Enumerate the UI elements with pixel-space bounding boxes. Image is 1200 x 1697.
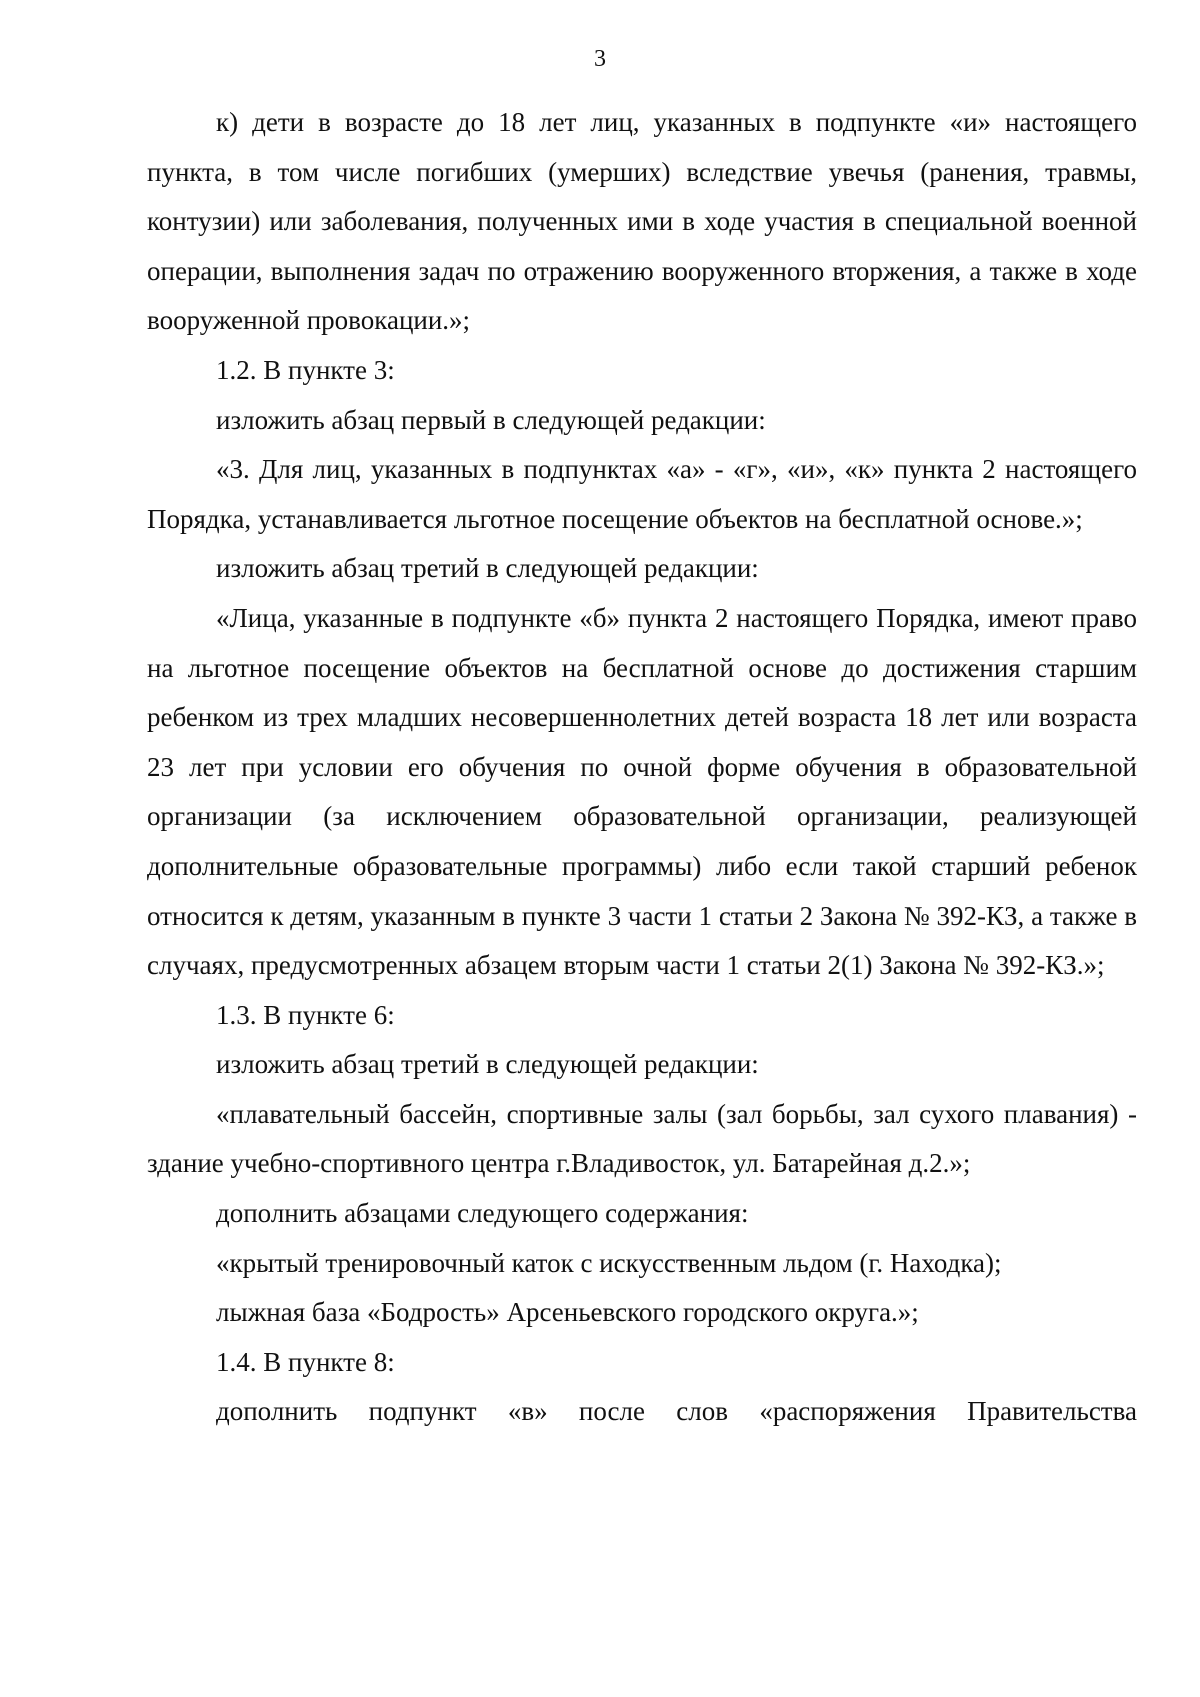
- paragraph-heading-1-2: 1.2. В пункте 3:: [216, 354, 395, 385]
- document-body: [147, 98, 1137, 1437]
- paragraph-heading-1-4: 1.4. В пункте 8:: [216, 1346, 395, 1377]
- page-number: 3: [594, 46, 606, 72]
- paragraph-ski-base: лыжная база «Бодрость» Арсеньевского городского округа.»;: [216, 1297, 919, 1328]
- paragraph-supplement-v: дополнить подпункт «в» после слов «распоряжения Правительства: [216, 1396, 1137, 1427]
- paragraph-clause-3: «3. Для лиц, указанных в подпунктах «а» - «г», «и», «к» пункта 2 настоящего Порядка, устанавливается льготное посещение объектов на бесплатной основе.»;: [147, 454, 1137, 534]
- paragraph-instruction-third: изложить абзац третий в следующей редакции:: [216, 553, 759, 584]
- paragraph-instruction-third-2: изложить абзац третий в следующей редакции:: [216, 1049, 759, 1080]
- paragraph-supplement-instruction: дополнить абзацами следующего содержания:: [216, 1198, 749, 1229]
- paragraph-pool: «плавательный бассейн, спортивные залы (зал борьбы, зал сухого плавания) - здание учебно-спортивного центра г.Владивосток, ул. Батарейная д.2.»;: [147, 1098, 1137, 1179]
- paragraph-persons-b: «Лица, указанные в подпункте «б» пункта 2 настоящего Порядка, имеют право на льготное посещение объектов на бесплатной основе до достижения старшим ребенком из трех младших несовершеннолетних детей возраста 18 лет или возраста 23 лет при условии его обучения по очной форме обучения в образовательной организации (за исключением образовательной организации, реализующей дополнительные образовательные программы) либо если такой старший ребенок относится к детям, указанным в пункте 3 части 1 статьи 2 Закона № 392-КЗ, а также в случаях, предусмотренных абзацем вторым части 1 статьи 2(1) Закона № 392-КЗ.»;: [147, 602, 1137, 981]
- paragraph-ice-rink: «крытый тренировочный каток с искусственным льдом (г. Находка);: [216, 1247, 1002, 1278]
- paragraph-heading-1-3: 1.3. В пункте 6:: [216, 999, 395, 1030]
- paragraph-item-k: к) дети в возрасте до 18 лет лиц, указанных в подпункте «и» настоящего пункта, в том числе погибших (умерших) вследствие увечья (ранения, травмы, контузии) или заболевания, полученных ими в ходе участия в специальной военной операции, выполнения задач по отражению вооруженного вторжения, а также в ходе вооруженной провокации.»;: [147, 107, 1137, 336]
- paragraph-instruction-first: изложить абзац первый в следующей редакции:: [216, 404, 766, 435]
